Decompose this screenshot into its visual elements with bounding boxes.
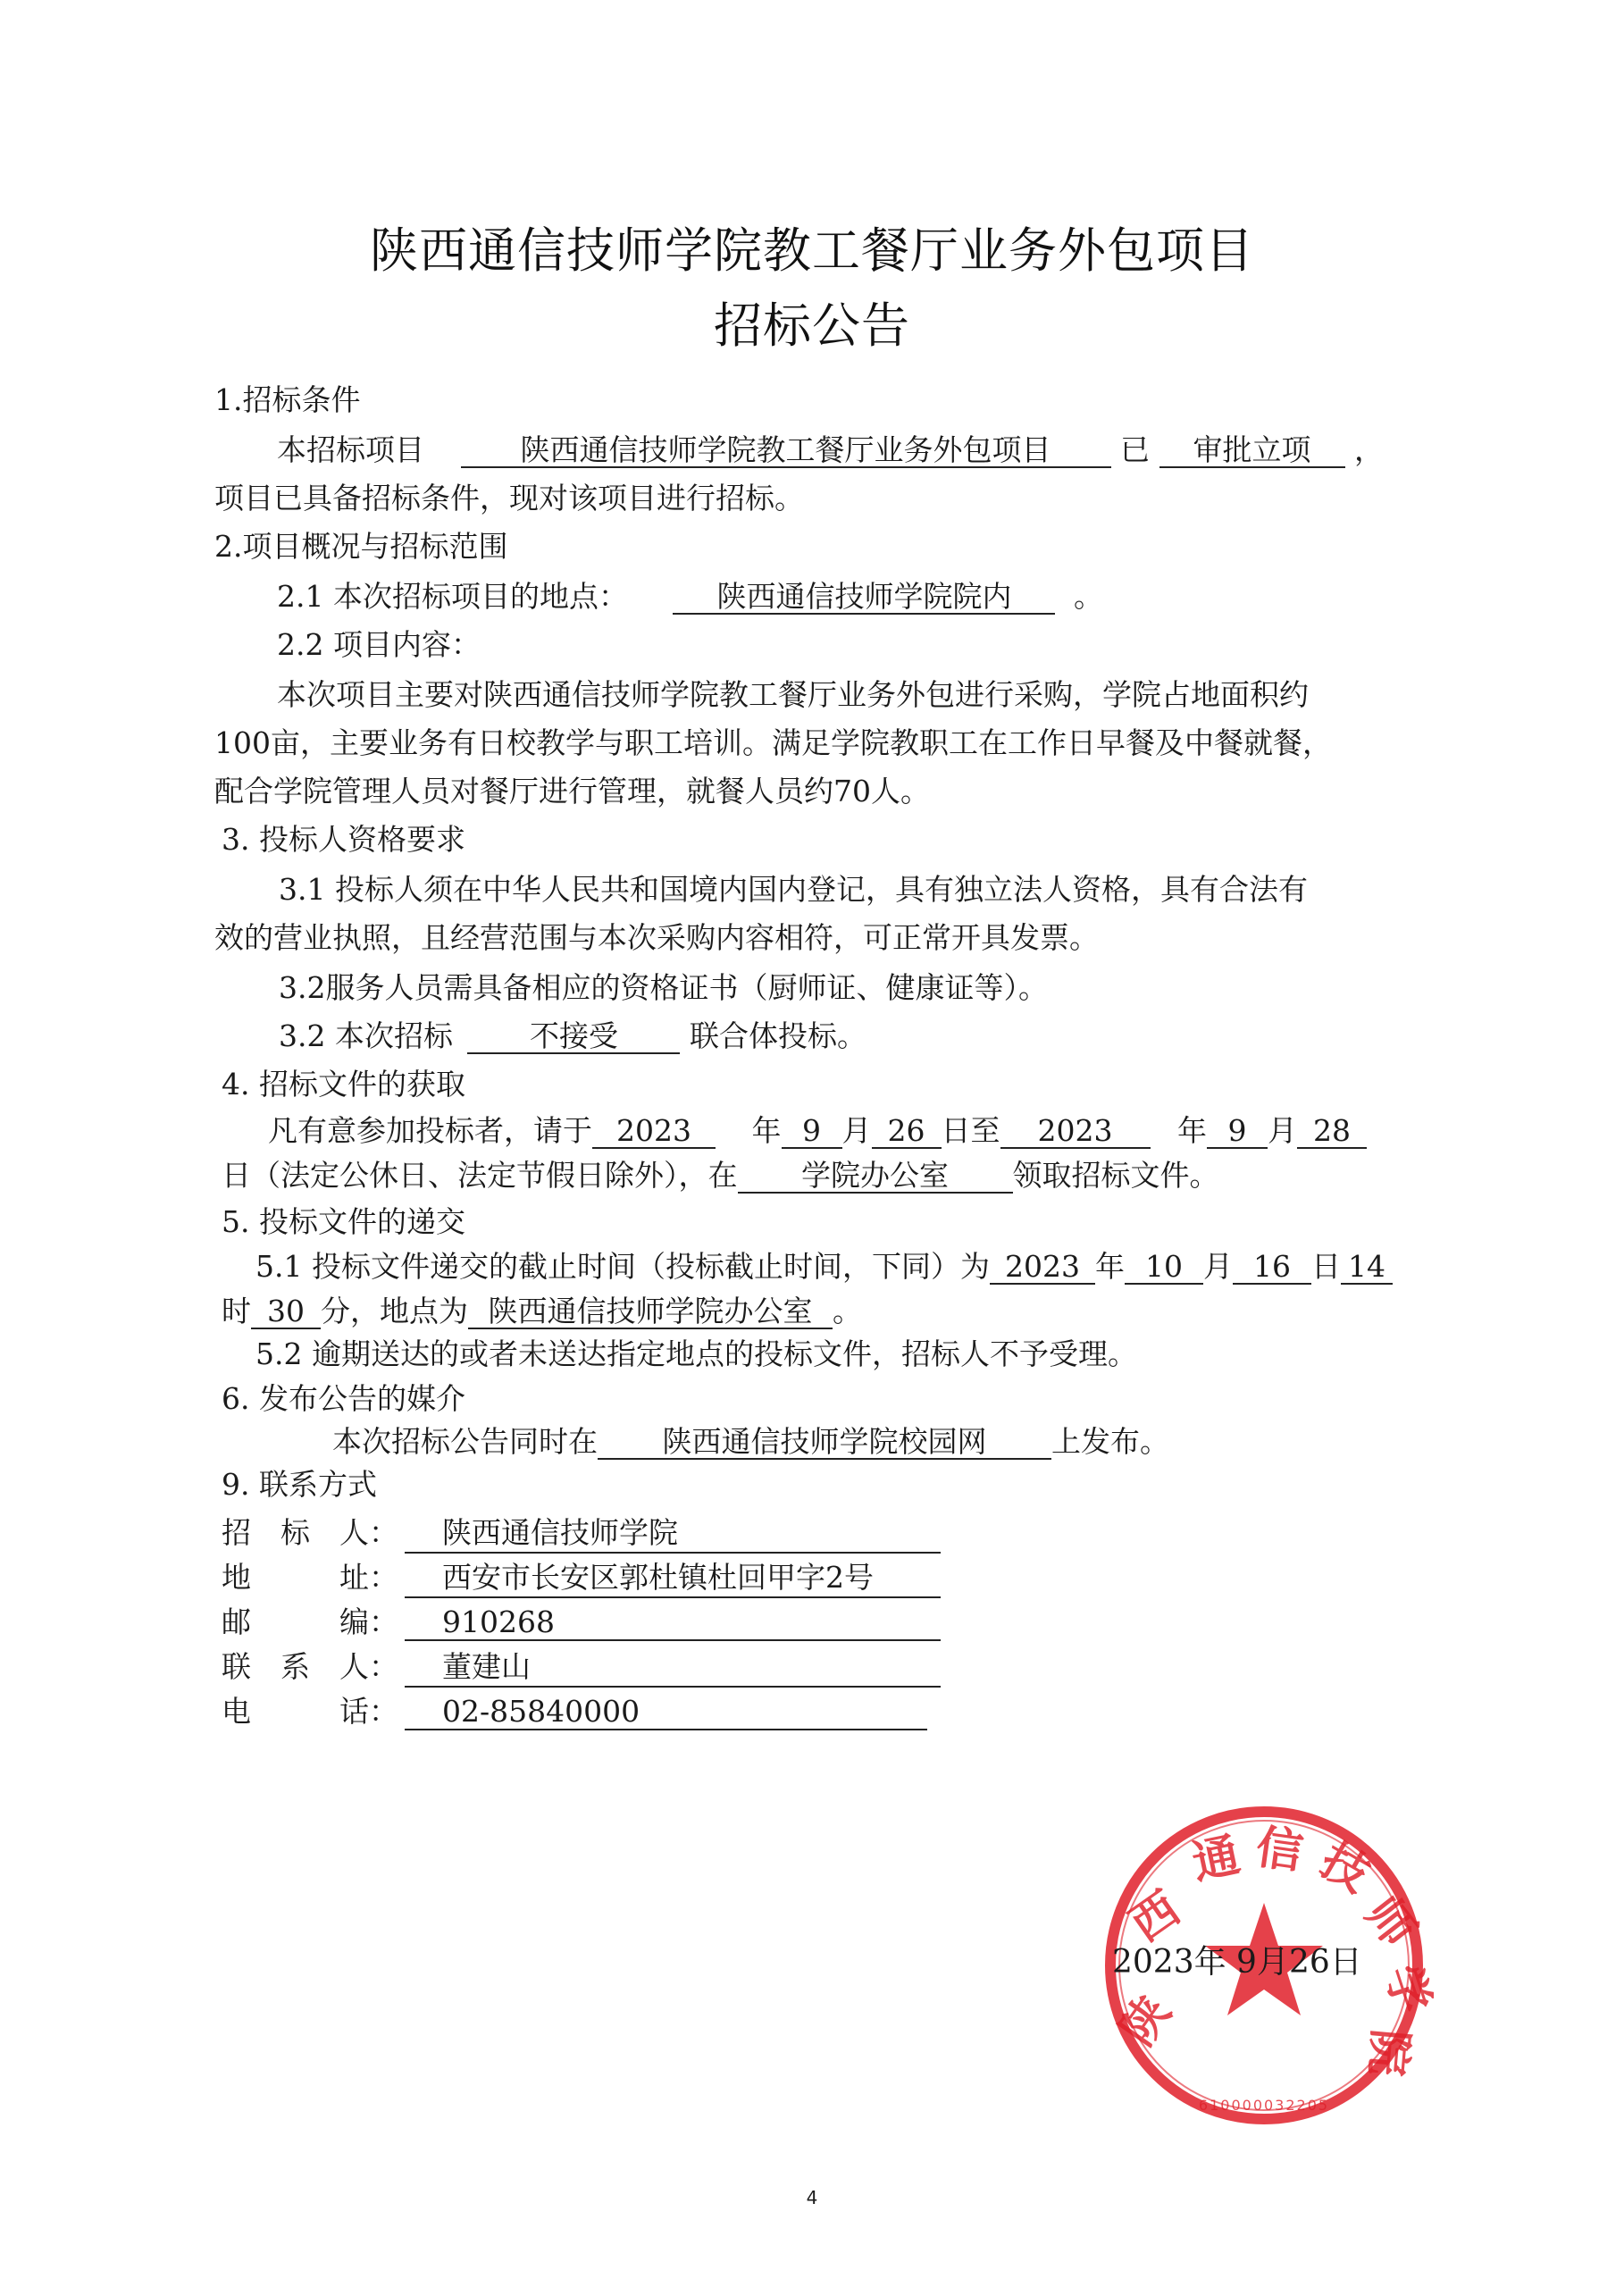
deadline-line-1: 5.1 投标文件递交的截止时间（投标截止时间，下同）为 2023 年 10 月 16 日 14 [255, 1249, 1393, 1285]
deadline-hour-field: 14 [1341, 1251, 1393, 1285]
end-day-field: 28 [1297, 1115, 1367, 1149]
contact-row-person: 联 系 人： 董建山 [222, 1644, 941, 1688]
qualification-3-2: 3.2服务人员需具备相应的资格证书（厨师证、健康证等）。 [279, 970, 1048, 1005]
signature-date: 2023年 9月26日 [1112, 1944, 1362, 1981]
contact-row-tenderer: 招 标 人： 陕西通信技师学院 [222, 1510, 941, 1554]
project-location-field: 陕西通信技师学院院内 [673, 581, 1055, 615]
late-submission-note: 5.2 逾期送达的或者未送达指定地点的投标文件，招标人不予受理。 [255, 1336, 1137, 1371]
section-5-heading: 5. 投标文件的递交 [222, 1204, 465, 1239]
section-9-heading: 9. 联系方式 [222, 1467, 377, 1502]
end-month-field: 9 [1207, 1115, 1268, 1149]
submission-place-field: 陕西通信技师学院办公室 [468, 1295, 833, 1329]
svg-text:信: 信 [1252, 1820, 1307, 1881]
qualification-3-3: 3.2 本次招标 不接受 联合体投标。 [279, 1018, 866, 1053]
section-2-1: 2.1 本次招标项目的地点： 陕西通信技师学院院内 。 [277, 579, 1103, 614]
section-6-heading: 6. 发布公告的媒介 [222, 1381, 465, 1416]
qualification-3-1-line-1: 3.1 投标人须在中华人民共和国境内国内登记，具有独立法人资格，具有合法有 [279, 872, 1308, 907]
svg-text:610000032205: 610000032205 [1198, 2097, 1330, 2114]
document-acquisition-line-2: 日（法定公休日、法定节假日除外），在 学院办公室 领取招标文件。 [222, 1158, 1219, 1193]
section-2-2-heading: 2.2 项目内容： [277, 627, 481, 662]
section-2-heading: 2.项目概况与招标范围 [214, 529, 508, 564]
contact-row-postcode: 邮 编： 910268 [222, 1599, 941, 1641]
publication-media-field: 陕西通信技师学院校园网 [598, 1426, 1051, 1460]
deadline-year-field: 2023 [990, 1251, 1095, 1285]
contact-row-phone: 电 话： 02-85840000 [222, 1688, 927, 1730]
project-content-line-1: 本次项目主要对陕西通信技师学院教工餐厅业务外包进行采购，学院占地面积约 [277, 677, 1309, 712]
project-content-line-2: 100亩，主要业务有日校教学与职工培训。满足学院教职工在工作日早餐及中餐就餐， [214, 725, 1332, 760]
publication-media-line: 本次招标公告同时在 陕西通信技师学院校园网 上发布。 [332, 1424, 1169, 1459]
start-day-field: 26 [872, 1115, 942, 1149]
section-1-paragraph-2: 项目已具备招标条件，现对该项目进行招标。 [214, 481, 804, 515]
svg-text:师: 师 [1354, 1887, 1427, 1957]
acquisition-place-field: 学院办公室 [738, 1160, 1013, 1194]
section-3-heading: 3. 投标人资格要求 [222, 822, 465, 857]
svg-text:学: 学 [1374, 1958, 1434, 2020]
deadline-day-field: 16 [1233, 1251, 1311, 1285]
page-number: 4 [806, 2187, 818, 2208]
svg-text:院: 院 [1359, 2026, 1418, 2079]
approval-status-field: 审批立项 [1159, 434, 1345, 468]
project-name-field: 陕西通信技师学院教工餐厅业务外包项目 [461, 434, 1111, 468]
start-year-field: 2023 [592, 1115, 716, 1149]
section-1-paragraph: 本招标项目 陕西通信技师学院教工餐厅业务外包项目 已 审批立项 ， [277, 432, 1384, 467]
project-content-line-3: 配合学院管理人员对餐厅进行管理，就餐人员约70人。 [214, 774, 930, 808]
svg-text:陕: 陕 [1110, 1986, 1182, 2056]
deadline-minute-field: 30 [251, 1295, 321, 1329]
section-4-heading: 4. 招标文件的获取 [222, 1067, 465, 1102]
svg-text:西: 西 [1120, 1881, 1190, 1953]
document-subtitle: 招标公告 [714, 297, 910, 354]
svg-text:通: 通 [1187, 1828, 1245, 1891]
svg-text:技: 技 [1310, 1833, 1379, 1904]
consortium-field: 不接受 [467, 1020, 680, 1054]
contact-row-address: 地 址： 西安市长安区郭杜镇杜回甲字2号 [222, 1554, 941, 1598]
start-month-field: 9 [782, 1115, 842, 1149]
section-1-heading: 1.招标条件 [214, 382, 361, 417]
deadline-month-field: 10 [1125, 1251, 1203, 1285]
end-year-field: 2023 [1000, 1115, 1151, 1149]
document-title: 陕西通信技师学院教工餐厅业务外包项目 [370, 222, 1254, 279]
deadline-line-2: 时 30 分，地点为 陕西通信技师学院办公室 。 [222, 1294, 862, 1328]
document-acquisition-line-1: 凡有意参加投标者，请于 2023 年 9 月 26 日至 2023 年 9 月 28 [268, 1113, 1367, 1149]
qualification-3-1-line-2: 效的营业执照，且经营范围与本次采购内容相符，可正常开具发票。 [214, 920, 1099, 955]
